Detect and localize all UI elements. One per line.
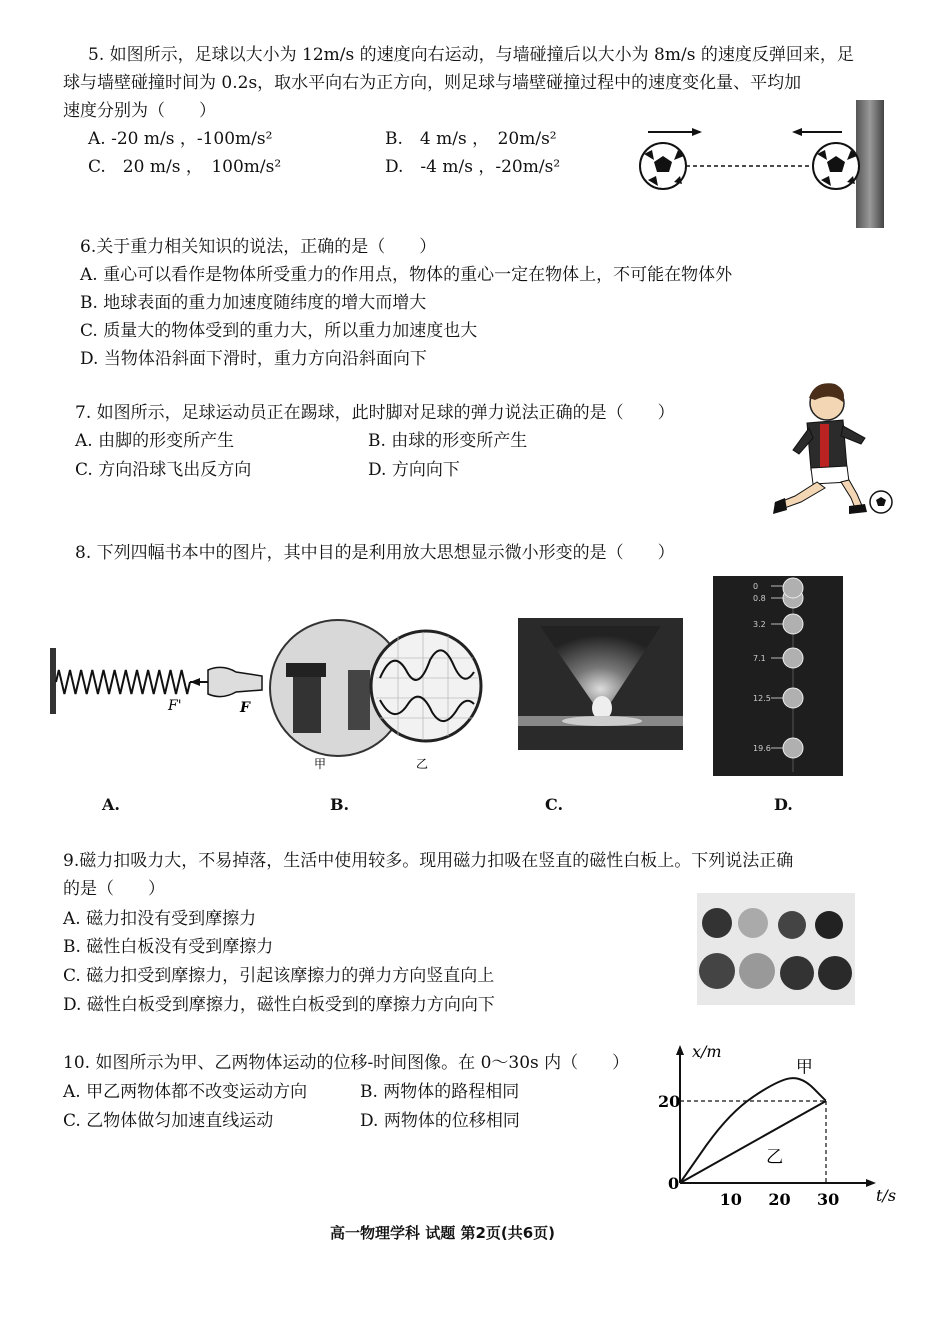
- q10-option-d: D. 两物体的位移相同: [360, 1111, 520, 1131]
- page-footer: 高一物理学科 试题 第2页(共6页): [330, 1224, 556, 1242]
- force-label-f: F: [240, 700, 250, 716]
- soccer-ball: [870, 491, 892, 513]
- spring-wall: [50, 648, 56, 714]
- q7-option-c: C. 方向沿球飞出反方向: [75, 460, 252, 480]
- x-tick-label: 20: [768, 1190, 791, 1209]
- strobe-ball: [783, 688, 803, 708]
- q8-stem: 8. 下列四幅书本中的图片，其中目的是利用放大思想显示微小形变的是（ ）: [75, 543, 675, 563]
- ruler-tick-label: 3.2: [753, 620, 766, 629]
- strobe-ball: [783, 614, 803, 634]
- x-axis-arrow: [866, 1179, 876, 1187]
- ruler-tick-label: 7.1: [753, 654, 766, 663]
- q10-option-c: C. 乙物体做匀加速直线运动: [63, 1111, 274, 1131]
- series-line-jia: [680, 1078, 826, 1183]
- ruler-tick-label: 0: [753, 582, 759, 591]
- q9-magnets-photo: [697, 893, 855, 1005]
- q8-figure-b-oscilloscope: [268, 608, 488, 773]
- lens-circle-right: [371, 631, 481, 741]
- q6-option-c: C. 质量大的物体受到的重力大，所以重力加速度也大: [80, 321, 478, 341]
- q9-option-a: A. 磁力扣没有受到摩擦力: [63, 909, 257, 929]
- q9-option-c: C. 磁力扣受到摩擦力，引起该摩擦力的弹力方向竖直向上: [63, 966, 495, 986]
- q8-figure-a-spring: [40, 640, 265, 725]
- q6-option-a: A. 重心可以看作是物体所受重力的作用点，物体的重心一定在物体上，不可能在物体外: [80, 265, 733, 285]
- series-line-yi: [680, 1101, 826, 1183]
- q5-football-wall-figure: [630, 98, 890, 233]
- q8-figure-d-falling-ball: [713, 576, 843, 776]
- y-axis-label: x/m: [692, 1042, 722, 1061]
- q8-caption-a: A.: [102, 795, 120, 814]
- q7-option-a: A. 由脚的形变所产生: [75, 431, 235, 451]
- ruler-tick-label: 19.6: [753, 744, 771, 753]
- q9-option-d: D. 磁性白板受到摩擦力，磁性白板受到的摩擦力方向向下: [63, 995, 495, 1015]
- q5-option-a: A. -20 m/s ，-100m/s²: [88, 129, 273, 149]
- label-jia: 甲: [314, 757, 327, 771]
- q7-soccer-player-figure: [765, 378, 900, 523]
- ruler-tick-label: 0.8: [753, 594, 766, 603]
- wall: [856, 100, 884, 228]
- y-tick-label: 20: [658, 1092, 681, 1111]
- label-yi: 乙: [416, 757, 429, 771]
- series-label-jia: 甲: [795, 1057, 813, 1078]
- hand: [208, 667, 262, 696]
- photo-background: [713, 576, 843, 776]
- q8-caption-c: C.: [545, 795, 564, 814]
- strobe-ball: [783, 578, 803, 598]
- q6-stem: 6.关于重力相关知识的说法，正确的是（ ）: [80, 237, 437, 257]
- x-tick-label: 30: [817, 1190, 840, 1209]
- q8-figure-c-photoelastic: [518, 618, 683, 750]
- strobe-ball: [783, 738, 803, 758]
- q8-caption-b: B.: [330, 795, 350, 814]
- football-right: [813, 143, 859, 189]
- q5-option-b: B. 4 m/s ， 20m/s²: [385, 129, 557, 149]
- q9-line2: 的是（ ）: [63, 879, 165, 899]
- q8-caption-d: D.: [774, 795, 793, 814]
- strobe-ball: [783, 648, 803, 668]
- origin-label: 0: [668, 1174, 680, 1193]
- q9-line1: 9.磁力扣吸力大，不易掉落，生活中使用较多。现用磁力扣吸在竖直的磁性白板上。下列说法正确: [63, 851, 794, 871]
- q10-xt-graph: [650, 1035, 905, 1210]
- q7-option-b: B. 由球的形变所产生: [368, 431, 528, 451]
- force-label-f-prime: F': [168, 698, 182, 714]
- x-axis-label: t/s: [876, 1186, 897, 1205]
- q9-option-b: B. 磁性白板没有受到摩擦力: [63, 937, 274, 957]
- y-axis-arrow: [676, 1045, 684, 1055]
- q5-line2: 球与墙壁碰撞时间为 0.2s，取水平向右为正方向，则足球与墙壁碰撞过程中的速度变化量、平均加: [63, 73, 802, 93]
- q5-line1: 5. 如图所示，足球以大小为 12m/s 的速度向右运动，与墙碰撞后以大小为 8m/s 的速度反弹回来，足: [88, 45, 854, 65]
- ruler-tick-label: 12.5: [753, 694, 771, 703]
- x-tick-label: 10: [719, 1190, 742, 1209]
- q5-option-c: C. 20 m/s ， 100m/s²: [88, 157, 282, 177]
- q10-stem: 10. 如图所示为甲、乙两物体运动的位移-时间图像。在 0～30s 内（ ）: [63, 1053, 630, 1073]
- q5-option-d: D. -4 m/s ，-20m/s²: [385, 157, 561, 177]
- q7-stem: 7. 如图所示，足球运动员正在踢球，此时脚对足球的弹力说法正确的是（ ）: [75, 403, 675, 423]
- q10-option-b: B. 两物体的路程相同: [360, 1082, 520, 1102]
- q10-option-a: A. 甲乙两物体都不改变运动方向: [63, 1082, 308, 1102]
- spring: [56, 670, 190, 694]
- q6-option-b: B. 地球表面的重力加速度随纬度的增大而增大: [80, 293, 427, 313]
- q7-option-d: D. 方向向下: [368, 460, 460, 480]
- q5-line3: 速度分别为（ ）: [63, 101, 216, 121]
- series-label-yi: 乙: [766, 1147, 784, 1168]
- football-left: [640, 143, 686, 189]
- q6-option-d: D. 当物体沿斜面下滑时，重力方向沿斜面向下: [80, 349, 427, 369]
